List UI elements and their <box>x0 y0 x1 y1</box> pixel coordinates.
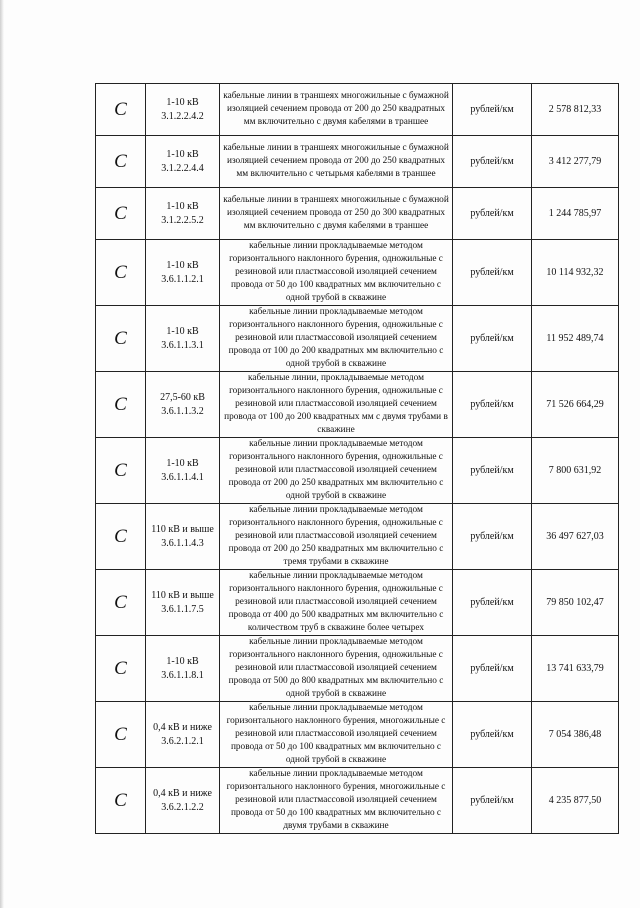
unit-cell: рублей/км <box>453 504 532 570</box>
item-code: 3.6.2.1.2.1 <box>161 735 204 747</box>
description-cell: кабельные линии прокладываемые методом горизонтального наклонного бурения, одножильные с резиновой или пластмассовой изоляцией сечением провода от 50 до 100 квадратных мм включительно с одной трубой в скважине <box>220 240 453 306</box>
voltage-code-cell <box>146 136 220 188</box>
unit-cell: рублей/км <box>453 240 532 306</box>
item-code: 3.6.1.1.3.1 <box>161 339 204 351</box>
voltage-code-cell <box>146 306 220 372</box>
description-cell: кабельные линии в траншеях многожильные с бумажной изоляцией сечением провода от 200 до 250 квадратных мм включительно с четырьмя кабелями в траншее <box>220 136 453 188</box>
category-letter-cell: C <box>96 438 146 504</box>
description-cell: кабельные линии в траншеях многожильные с бумажной изоляцией сечением провода от 200 до 250 квадратных мм включительно с двумя кабелями в траншее <box>220 84 453 136</box>
description-cell: кабельные линии прокладываемые методом горизонтального наклонного бурения, одножильные с резиновой или пластмассовой изоляцией сечением провода от 100 до 200 квадратных мм включительно с одной трубой в скважине <box>220 306 453 372</box>
unit-cell: рублей/км <box>453 702 532 768</box>
item-code: 3.6.1.1.3.2 <box>161 405 204 417</box>
item-code: 3.6.1.1.2.1 <box>161 273 204 285</box>
voltage-class: 27,5-60 кВ <box>160 391 205 403</box>
unit-cell: рублей/км <box>453 306 532 372</box>
price-cell: 3 412 277,79 <box>532 136 619 188</box>
price-cell: 36 497 627,03 <box>532 504 619 570</box>
item-code: 3.6.2.1.2.2 <box>161 801 204 813</box>
price-cell: 4 235 877,50 <box>532 768 619 834</box>
description-cell: кабельные линии прокладываемые методом горизонтального наклонного бурения, одножильные с резиновой или пластмассовой изоляцией сечением провода от 200 до 250 квадратных мм включительно с тремя трубами в скважине <box>220 504 453 570</box>
category-letter-cell: C <box>96 306 146 372</box>
price-cell: 71 526 664,29 <box>532 372 619 438</box>
table-row <box>96 188 619 240</box>
voltage-code-cell <box>146 188 220 240</box>
price-cell: 2 578 812,33 <box>532 84 619 136</box>
table-row <box>96 136 619 188</box>
description-cell: кабельные линии прокладываемые методом горизонтального наклонного бурения, одножильные с резиновой или пластмассовой изоляцией сечением провода от 500 до 800 квадратных мм включительно с одной трубой в скважине <box>220 636 453 702</box>
unit-cell: рублей/км <box>453 636 532 702</box>
unit-cell: рублей/км <box>453 438 532 504</box>
voltage-code-cell <box>146 768 220 834</box>
unit-cell: рублей/км <box>453 570 532 636</box>
voltage-class: 1-10 кВ <box>166 259 199 271</box>
description-cell: кабельные линии, прокладываемые методом горизонтального наклонного бурения, одножильные с резиновой или пластмассовой изоляцией сечением провода от 100 до 200 квадратных мм с двумя трубами в скважине <box>220 372 453 438</box>
table-row <box>96 504 619 570</box>
description-cell: кабельные линии в траншеях многожильные с бумажной изоляцией сечением провода от 250 до 300 квадратных мм включительно с двумя кабелями в траншее <box>220 188 453 240</box>
voltage-code-cell <box>146 702 220 768</box>
category-letter-cell: C <box>96 570 146 636</box>
item-code: 3.1.2.2.4.2 <box>161 110 204 122</box>
category-letter-cell: C <box>96 188 146 240</box>
item-code: 3.1.2.2.4.4 <box>161 162 204 174</box>
tariff-table <box>95 83 619 834</box>
description-cell: кабельные линии прокладываемые методом горизонтального наклонного бурения, многожильные с резиновой или пластмассовой изоляцией сечением провода от 50 до 100 квадратных мм включительно с двумя трубами в скважине <box>220 768 453 834</box>
item-code: 3.6.1.1.7.5 <box>161 603 204 615</box>
category-letter-cell: C <box>96 702 146 768</box>
category-letter-cell: C <box>96 504 146 570</box>
price-cell: 79 850 102,47 <box>532 570 619 636</box>
table-row <box>96 438 619 504</box>
voltage-class: 1-10 кВ <box>166 325 199 337</box>
voltage-class: 1-10 кВ <box>166 457 199 469</box>
voltage-class: 110 кВ и выше <box>151 523 214 535</box>
table-row <box>96 306 619 372</box>
voltage-code-cell <box>146 372 220 438</box>
category-letter-cell: C <box>96 84 146 136</box>
voltage-class: 1-10 кВ <box>166 148 199 160</box>
voltage-code-cell <box>146 636 220 702</box>
voltage-code-cell <box>146 570 220 636</box>
price-cell: 1 244 785,97 <box>532 188 619 240</box>
scan-edge-shadow <box>0 0 4 908</box>
category-letter-cell: C <box>96 768 146 834</box>
voltage-class: 0,4 кВ и ниже <box>153 787 212 799</box>
table-row <box>96 636 619 702</box>
item-code: 3.6.1.1.4.3 <box>161 537 204 549</box>
description-cell: кабельные линии прокладываемые методом горизонтального наклонного бурения, одножильные с резиновой или пластмассовой изоляцией сечением провода от 200 до 250 квадратных мм включительно с одной трубой в скважине <box>220 438 453 504</box>
price-cell: 7 800 631,92 <box>532 438 619 504</box>
table-row <box>96 570 619 636</box>
table-row <box>96 240 619 306</box>
unit-cell: рублей/км <box>453 768 532 834</box>
item-code: 3.1.2.2.5.2 <box>161 214 204 226</box>
voltage-class: 1-10 кВ <box>166 200 199 212</box>
description-cell: кабельные линии прокладываемые методом горизонтального наклонного бурения, многожильные с резиновой или пластмассовой изоляцией сечением провода от 50 до 100 квадратных мм включительно с одной трубой в скважине <box>220 702 453 768</box>
unit-cell: рублей/км <box>453 188 532 240</box>
price-cell: 11 952 489,74 <box>532 306 619 372</box>
voltage-code-cell <box>146 438 220 504</box>
category-letter-cell: C <box>96 636 146 702</box>
description-cell: кабельные линии прокладываемые методом горизонтального наклонного бурения, одножильные с резиновой или пластмассовой изоляцией сечением провода от 400 до 500 квадратных мм включительно с количеством труб в скважине более четырех <box>220 570 453 636</box>
category-letter-cell: C <box>96 372 146 438</box>
price-cell: 7 054 386,48 <box>532 702 619 768</box>
item-code: 3.6.1.1.4.1 <box>161 471 204 483</box>
voltage-code-cell <box>146 84 220 136</box>
unit-cell: рублей/км <box>453 136 532 188</box>
voltage-class: 110 кВ и выше <box>151 589 214 601</box>
voltage-class: 0,4 кВ и ниже <box>153 721 212 733</box>
voltage-class: 1-10 кВ <box>166 655 199 667</box>
price-cell: 13 741 633,79 <box>532 636 619 702</box>
voltage-class: 1-10 кВ <box>166 96 199 108</box>
voltage-code-cell <box>146 504 220 570</box>
table-row <box>96 768 619 834</box>
voltage-code-cell <box>146 240 220 306</box>
table-row <box>96 702 619 768</box>
item-code: 3.6.1.1.8.1 <box>161 669 204 681</box>
category-letter-cell: C <box>96 136 146 188</box>
table-row <box>96 372 619 438</box>
category-letter-cell: C <box>96 240 146 306</box>
table-row <box>96 84 619 136</box>
price-cell: 10 114 932,32 <box>532 240 619 306</box>
tariff-table-body <box>96 84 619 834</box>
unit-cell: рублей/км <box>453 372 532 438</box>
unit-cell: рублей/км <box>453 84 532 136</box>
